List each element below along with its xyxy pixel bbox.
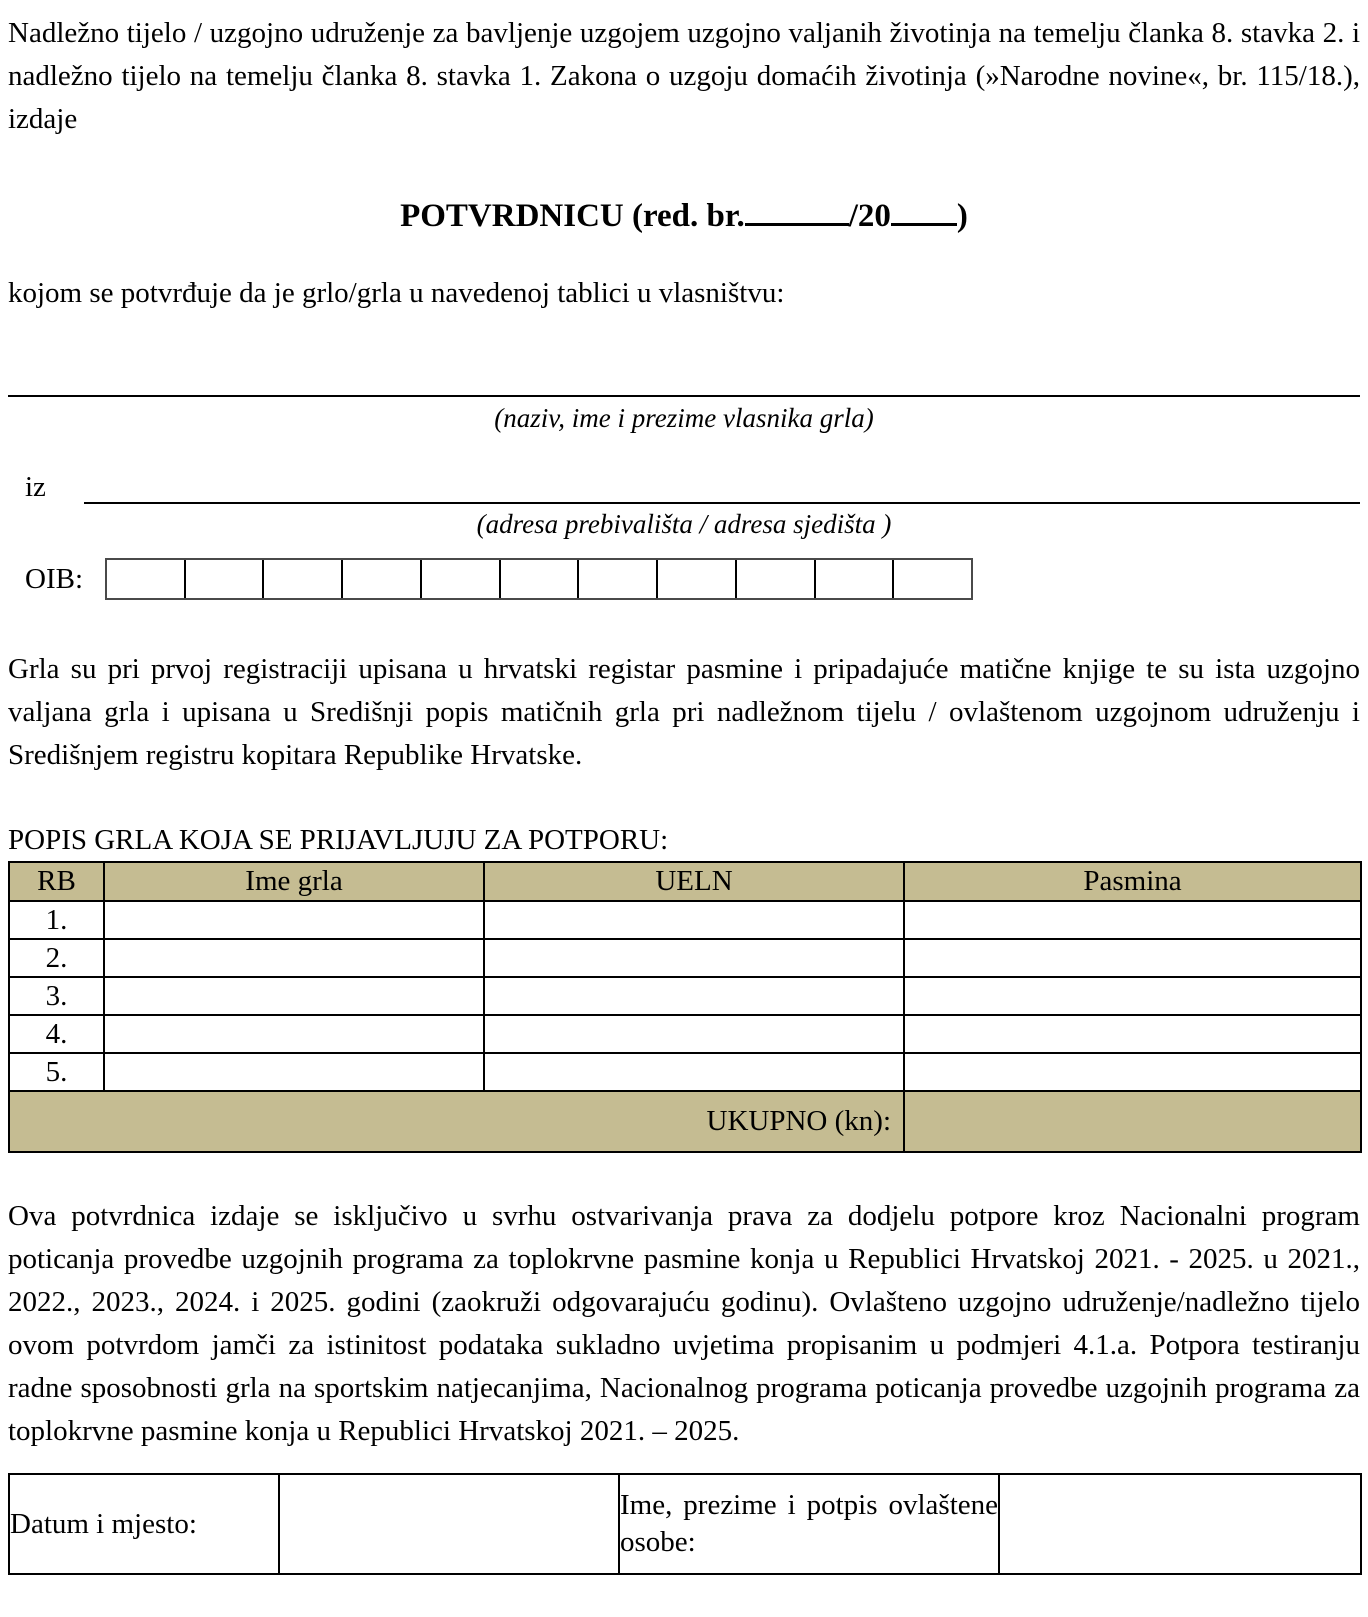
statement-line: kojom se potvrđuje da je grlo/grla u navedenoj tablici u vlasništvu:	[8, 277, 785, 309]
popis-header-row	[9, 862, 1361, 901]
title-mid: /20	[848, 198, 891, 234]
title-blank-serial-number	[745, 193, 849, 226]
date-place-label-cell: Datum i mjesto:	[9, 1474, 279, 1574]
address-row	[8, 464, 1360, 504]
table-row	[9, 1053, 1361, 1091]
title-blank-year	[891, 193, 957, 226]
ueln-cell	[484, 1053, 904, 1091]
table-row	[9, 977, 1361, 1015]
ime-grla-cell	[104, 1053, 484, 1091]
name-signature-label-cell	[619, 1474, 999, 1574]
row-number-cell: 3.	[9, 977, 104, 1015]
pasmina-cell	[904, 901, 1361, 939]
name-signature-label: Ime, prezime i potpis ovlaštene osobe:	[620, 1489, 998, 1558]
name-signature-value-cell	[999, 1474, 1361, 1574]
oib-boxes	[105, 558, 973, 600]
pasmina-cell	[904, 977, 1361, 1015]
ueln-cell	[484, 939, 904, 977]
intro-paragraph: Nadležno tijelo / uzgojno udruženje za bavljenje uzgojem uzgojno valjanih životinja na temelju članka 8. stavka 2. i nadležno tijelo na temelju članka 8. stavka 1. Zakona o uzgoju domaćih životinja (»Narodne novine«, br. 115/18.), izdaje	[8, 17, 1360, 135]
total-row	[9, 1091, 1361, 1152]
pasmina-cell	[904, 1053, 1361, 1091]
oib-cell	[184, 560, 263, 598]
header-cell-pasmina: Pasmina	[904, 862, 1361, 901]
table-row	[9, 939, 1361, 977]
header-cell-ime-grla: Ime grla	[104, 862, 484, 901]
header-cell-ueln: UELN	[484, 862, 904, 901]
oib-cell	[420, 560, 499, 598]
oib-cell	[735, 560, 814, 598]
title-end: )	[956, 198, 968, 234]
ukupno-value-cell	[904, 1091, 1361, 1152]
oib-cell	[341, 560, 420, 598]
oib-cell	[814, 560, 893, 598]
ueln-cell	[484, 1015, 904, 1053]
purpose-paragraph: Ova potvrdnica izdaje se isključivo u svrhu ostvarivanja prava za dodjelu potpore kroz Nacionalni program poticanja provedbe uzgojnih programa za toplokrvne pasmine konja u Republici Hrvatskoj 2021. - 2025. u 2021., 2022., 2023., 2024. i 2025. godini (zaokruži odgovarajuću godinu). Ovlašteno uzgojno udruženje/nadležno tijelo ovom potvrdom jamči za istinitost podataka sukladno uvjetima propisanim u podmjeri 4.1.a. Potpora testiranju radne sposobnosti grla na sportskim natjecanjima, Nacionalnog programa poticanja provedbe uzgojnih programa za toplokrvne pasmine konja u Republici Hrvatskoj 2021. – 2025.	[8, 1200, 1360, 1447]
oib-row	[8, 558, 1360, 600]
address-line	[84, 464, 1360, 504]
oib-cell	[107, 560, 184, 598]
signature-table	[8, 1473, 1362, 1575]
oib-label: OIB:	[25, 562, 83, 595]
ime-grla-cell	[104, 901, 484, 939]
popis-table	[8, 861, 1362, 1153]
oib-cell	[577, 560, 656, 598]
row-number-cell: 1.	[9, 901, 104, 939]
oib-cell	[656, 560, 735, 598]
owner-name-caption: (naziv, ime i prezime vlasnika grla)	[494, 403, 874, 433]
title-prefix: POTVRDNICU (red. br.	[400, 198, 745, 234]
oib-cell	[499, 560, 578, 598]
oib-cell	[262, 560, 341, 598]
pasmina-cell	[904, 1015, 1361, 1053]
signature-row	[9, 1474, 1361, 1574]
ukupno-label-cell: UKUPNO (kn):	[9, 1091, 904, 1152]
ime-grla-cell	[104, 939, 484, 977]
ime-grla-cell	[104, 1015, 484, 1053]
date-place-value-cell	[279, 1474, 619, 1574]
ime-grla-cell	[104, 977, 484, 1015]
page-title	[8, 193, 1360, 238]
row-number-cell: 2.	[9, 939, 104, 977]
oib-cell	[892, 560, 971, 598]
address-caption: (adresa prebivališta / adresa sjedišta )	[476, 509, 892, 539]
row-number-cell: 4.	[9, 1015, 104, 1053]
registry-paragraph: Grla su pri prvoj registraciji upisana u hrvatski registar pasmine i pripadajuće matične knjige te su ista uzgojno valjana grla i upisana u Središnji popis matičnih grla pri nadležnom tijelu / ovlaštenom uzgojnom udruženju i Središnjem registru kopitara Republike Hrvatske.	[8, 653, 1360, 771]
table-row	[9, 1015, 1361, 1053]
popis-caption: POPIS GRLA KOJA SE PRIJAVLJUJU ZA POTPORU:	[8, 824, 669, 856]
header-cell-rb: RB	[9, 862, 104, 901]
row-number-cell: 5.	[9, 1053, 104, 1091]
ueln-cell	[484, 977, 904, 1015]
iz-label: iz	[25, 471, 46, 503]
table-row	[9, 901, 1361, 939]
owner-name-line	[8, 395, 1360, 397]
ueln-cell	[484, 901, 904, 939]
pasmina-cell	[904, 939, 1361, 977]
